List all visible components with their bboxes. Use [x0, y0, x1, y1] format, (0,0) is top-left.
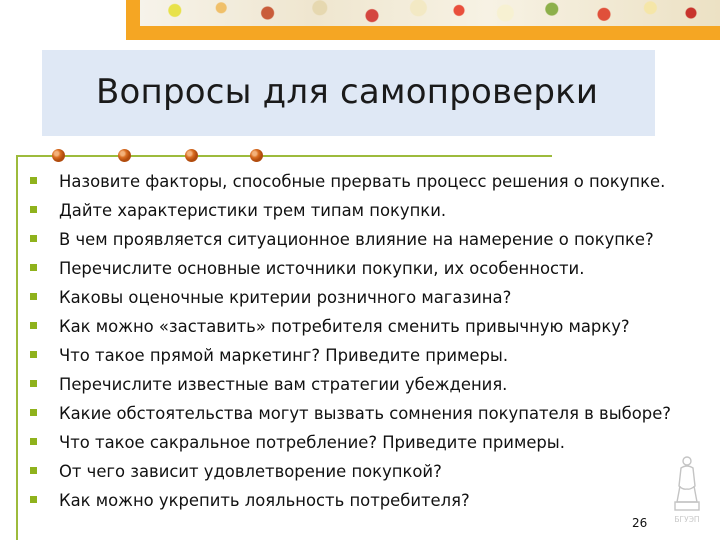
list-item [30, 428, 671, 457]
square-bullet-icon [30, 438, 37, 445]
list-item [30, 486, 671, 515]
list-item [30, 225, 671, 254]
question-text: Каковы оценочные критерии розничного магазина? [59, 288, 512, 307]
square-bullet-icon [30, 235, 37, 242]
question-text: От чего зависит удовлетворение покупкой? [59, 462, 442, 481]
horizontal-divider [16, 155, 552, 157]
list-item [30, 283, 671, 312]
list-item [30, 399, 671, 428]
square-bullet-icon [30, 409, 37, 416]
question-text: Как можно укрепить лояльность потребителя? [59, 491, 470, 510]
list-item [30, 254, 671, 283]
question-text: Перечислите известные вам стратегии убеждения. [59, 375, 508, 394]
square-bullet-icon [30, 380, 37, 387]
question-text: Какие обстоятельства могут вызвать сомнения покупателя в выборе? [59, 404, 671, 423]
square-bullet-icon [30, 496, 37, 503]
list-item [30, 196, 671, 225]
square-bullet-icon [30, 293, 37, 300]
svg-text:БГУЭП: БГУЭП [674, 515, 700, 524]
question-text: В чем проявляется ситуационное влияние на намерение о покупке? [59, 230, 654, 249]
question-text: Что такое прямой маркетинг? Приведите примеры. [59, 346, 509, 365]
square-bullet-icon [30, 206, 37, 213]
list-item [30, 312, 671, 341]
square-bullet-icon [30, 177, 37, 184]
decorative-dot [250, 149, 263, 162]
banner-photo [140, 0, 720, 26]
list-item [30, 341, 671, 370]
question-text: Что такое сакральное потребление? Приведите примеры. [59, 433, 565, 452]
square-bullet-icon [30, 264, 37, 271]
square-bullet-icon [30, 351, 37, 358]
decorative-dot [185, 149, 198, 162]
square-bullet-icon [30, 322, 37, 329]
question-text: Назовите факторы, способные прервать процесс решения о покупке. [59, 172, 666, 191]
decorative-dot [52, 149, 65, 162]
question-list [30, 167, 671, 515]
question-text: Дайте характеристики трем типам покупки. [59, 201, 447, 220]
slide-title: Вопросы для самопроверки [96, 72, 599, 112]
question-text: Перечислите основные источники покупки, их особенности. [59, 259, 585, 278]
list-item [30, 370, 671, 399]
page-number: 26 [632, 516, 648, 530]
list-item [30, 457, 671, 486]
statue-watermark-icon [668, 452, 706, 526]
question-text: Как можно «заставить» потребителя сменить привычную марку? [59, 317, 630, 336]
vertical-divider [16, 155, 18, 540]
square-bullet-icon [30, 467, 37, 474]
decorative-dot [118, 149, 131, 162]
list-item [30, 167, 671, 196]
